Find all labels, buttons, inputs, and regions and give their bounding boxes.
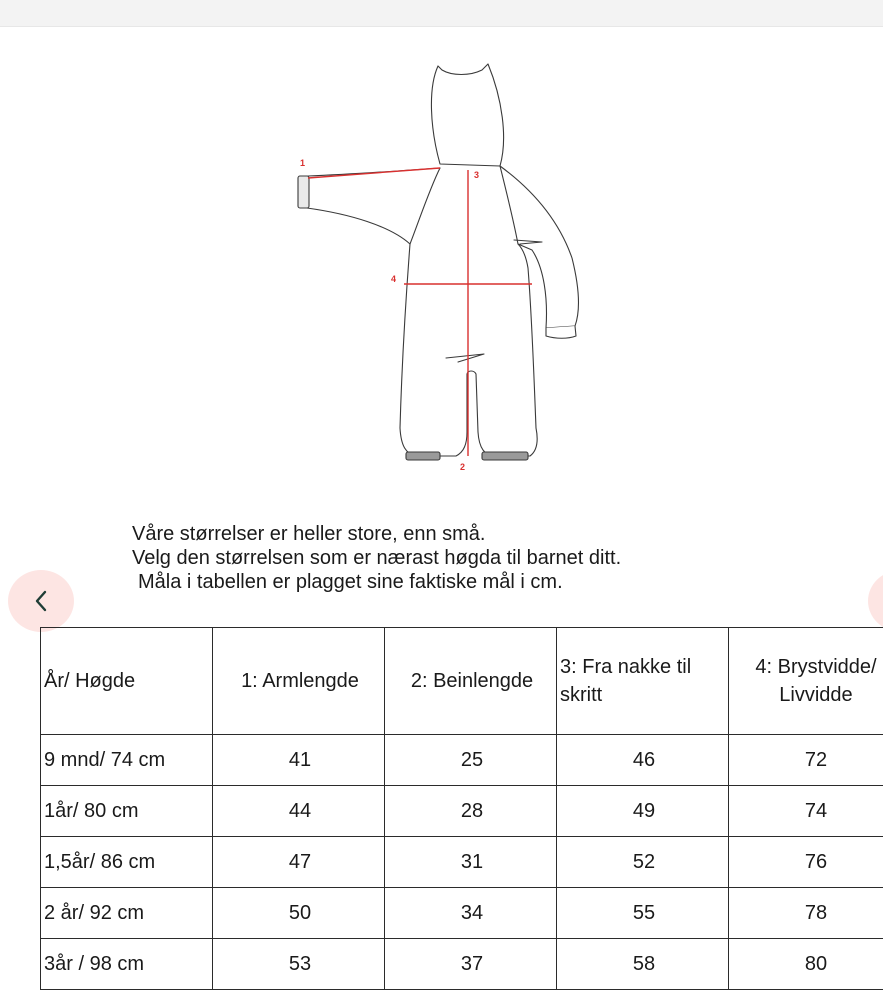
description-line-1: Våre størrelser er heller store, enn små.	[132, 523, 486, 545]
cell-size: 1,5år/ 86 cm	[41, 837, 213, 888]
marker-1: 1	[300, 158, 306, 168]
header-chest-waist: 4: Brystvidde/ Livvidde	[729, 628, 883, 735]
header-arm-length: 1: Armlengde	[213, 628, 385, 735]
size-table	[40, 627, 883, 990]
marker-4: 4	[391, 274, 397, 284]
cell-neck-crotch: 49	[557, 786, 729, 837]
cell-arm: 41	[213, 735, 385, 786]
header-leg-length: 2: Beinlengde	[385, 628, 557, 735]
cell-neck-crotch: 52	[557, 837, 729, 888]
previous-image-button[interactable]	[8, 570, 74, 632]
table-row	[41, 735, 883, 786]
cell-chest: 72	[729, 735, 883, 786]
header-age-height: År/ Høgde	[41, 628, 213, 735]
table-header-row	[41, 628, 883, 735]
cell-size: 9 mnd/ 74 cm	[41, 735, 213, 786]
cell-chest: 76	[729, 837, 883, 888]
marker-3: 3	[474, 170, 480, 180]
cell-arm: 47	[213, 837, 385, 888]
cell-arm: 50	[213, 888, 385, 939]
table-row	[41, 786, 883, 837]
cell-chest: 78	[729, 888, 883, 939]
cell-size: 1år/ 80 cm	[41, 786, 213, 837]
cell-leg: 37	[385, 939, 557, 990]
description-line-3: Måla i tabellen er plagget sine faktiske mål i cm.	[138, 571, 563, 593]
cell-leg: 34	[385, 888, 557, 939]
cell-neck-crotch: 58	[557, 939, 729, 990]
cell-chest: 80	[729, 939, 883, 990]
cell-leg: 25	[385, 735, 557, 786]
table-row	[41, 888, 883, 939]
description-line-2: Velg den størrelsen som er nærast høgda til barnet ditt.	[132, 547, 622, 569]
overall-sketch	[280, 58, 610, 478]
cell-arm: 44	[213, 786, 385, 837]
cell-arm: 53	[213, 939, 385, 990]
cell-size: 3år / 98 cm	[41, 939, 213, 990]
marker-2: 2	[460, 462, 466, 472]
cell-neck-crotch: 55	[557, 888, 729, 939]
cell-leg: 28	[385, 786, 557, 837]
chevron-left-icon	[32, 589, 50, 613]
cell-neck-crotch: 46	[557, 735, 729, 786]
header-neck-to-crotch: 3: Fra nakke til skritt	[557, 628, 729, 735]
size-description	[132, 522, 621, 594]
table-row	[41, 837, 883, 888]
top-bar	[0, 0, 883, 27]
table-row	[41, 939, 883, 990]
size-diagram	[280, 58, 610, 478]
next-image-button[interactable]	[868, 570, 883, 632]
cell-size: 2 år/ 92 cm	[41, 888, 213, 939]
cell-leg: 31	[385, 837, 557, 888]
cell-chest: 74	[729, 786, 883, 837]
